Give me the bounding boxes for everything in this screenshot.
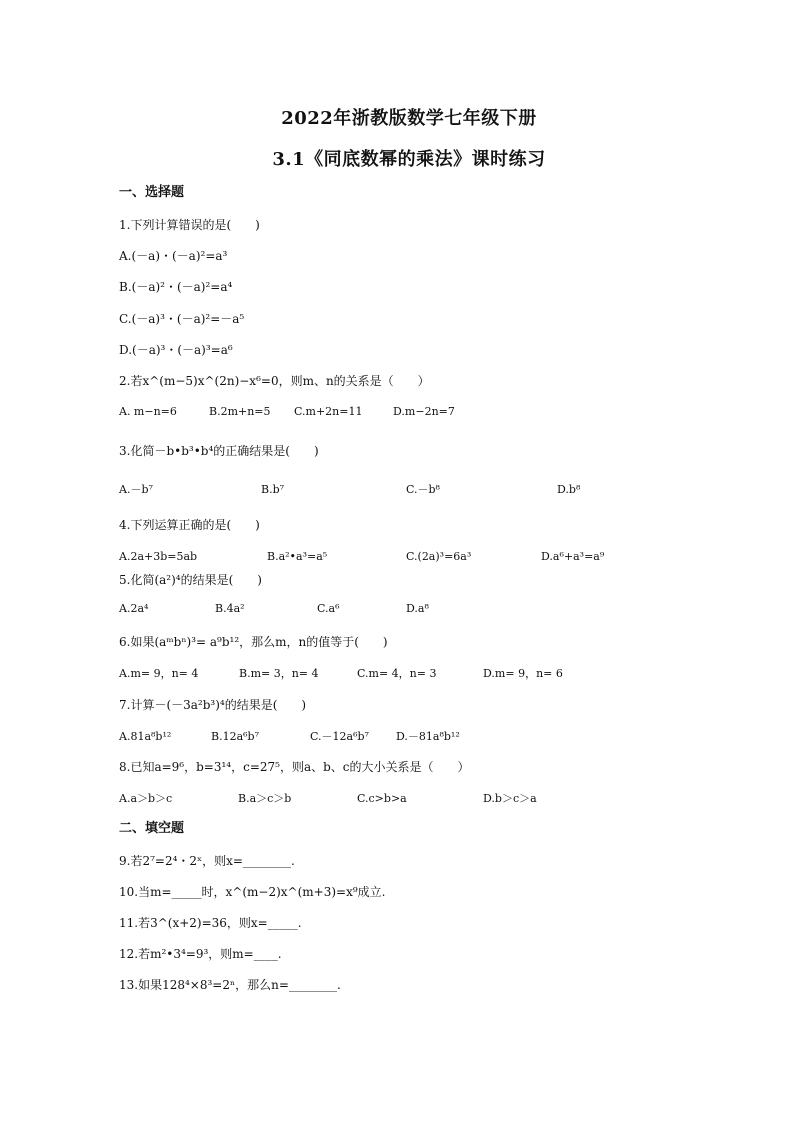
question-7-options [119,729,639,745]
question-6-option-a: A.m= 9，n= 4 [119,667,199,680]
question-8-option-d: D.b＞c＞a [483,792,537,805]
question-2-option-b: B.2m+n=5 [209,405,271,418]
question-2-stem: 2.若x^(m−5)x^(2n)−x⁶=0，则m、n的关系是（ ） [119,374,430,388]
question-2-options [119,404,639,420]
document-title: 2022年浙教版数学七年级下册 [281,108,537,129]
question-7-option-c: C.－12a⁶b⁷ [310,730,369,743]
question-7-option-b: B.12a⁶b⁷ [211,730,259,743]
question-7-stem: 7.计算－(－3a²b³)⁴的结果是( ) [119,698,307,712]
question-5-option-c: C.a⁶ [317,602,340,615]
question-12-stem: 12.若m²•3⁴=9³，则m=____. [119,947,282,961]
question-4-option-b: B.a²•a³=a⁵ [267,550,328,563]
question-5-stem: 5.化简(a²)⁴的结果是( ) [119,573,262,587]
question-3-stem: 3.化简－b•b³•b⁴的正确结果是( ) [119,444,319,458]
question-2-option-a: A. m−n=6 [119,405,177,418]
document-subtitle: 3.1《同底数幂的乘法》课时练习 [272,149,546,170]
question-4-option-c: C.(2a)³=6a³ [406,550,472,563]
question-3-option-d: D.b⁸ [557,483,581,496]
question-3-option-b: B.b⁷ [261,483,285,496]
question-5-option-a: A.2a⁴ [119,602,149,615]
question-8-stem: 8.已知a=9⁶，b=3¹⁴，c=27⁵，则a、b、c的大小关系是（ ） [119,760,470,774]
question-7-option-d: D.－81a⁸b¹² [396,730,460,743]
question-13-stem: 13.如果128⁴×8³=2ⁿ，那么n=________. [119,978,341,992]
question-9-stem: 9.若2⁷=2⁴・2ˣ，则x=________. [119,854,295,868]
question-6-option-b: B.m= 3，n= 4 [239,667,319,680]
question-4-stem: 4.下列运算正确的是( ) [119,518,260,532]
question-3-option-a: A.－b⁷ [119,483,153,496]
question-6-option-c: C.m= 4，n= 3 [357,667,437,680]
section-heading-choice: 一、选择题 [119,185,185,200]
question-11-stem: 11.若3^(x+2)=36，则x=_____. [119,916,302,930]
question-8-option-c: C.c>b>a [357,792,407,805]
question-5-options [119,601,639,617]
question-10-stem: 10.当m=_____时，x^(m−2)x^(m+3)=x⁹成立. [119,885,386,899]
question-2-option-d: D.m−2n=7 [393,405,455,418]
question-5-option-b: B.4a² [215,602,245,615]
question-6-options [119,666,639,682]
question-3-option-c: C.－b⁸ [406,483,440,496]
question-8-option-b: B.a＞c＞b [238,792,292,805]
question-2-option-c: C.m+2n=11 [294,405,363,418]
question-1-option-c: C.(－a)³・(－a)²=－a⁵ [119,312,245,326]
question-1-option-d: D.(－a)³・(－a)³=a⁶ [119,343,233,357]
question-8-options [119,791,639,807]
question-6-stem: 6.如果(aᵐbⁿ)³= a⁹b¹²，那么m，n的值等于( ) [119,635,388,649]
question-7-option-a: A.81a⁸b¹² [119,730,172,743]
question-8-option-a: A.a＞b＞c [119,792,173,805]
question-1-option-b: B.(－a)²・(－a)²=a⁴ [119,280,233,294]
question-6-option-d: D.m= 9，n= 6 [483,667,563,680]
question-1-option-a: A.(－a)・(－a)²=a³ [119,249,228,263]
section-heading-fill: 二、填空题 [119,821,185,836]
question-3-options [119,482,639,498]
question-4-option-a: A.2a+3b=5ab [119,550,198,563]
question-4-options [119,549,639,565]
question-5-option-d: D.a⁸ [406,602,429,615]
question-1-stem: 1.下列计算错误的是( ) [119,218,260,232]
question-4-option-d: D.a⁶+a³=a⁹ [541,550,605,563]
